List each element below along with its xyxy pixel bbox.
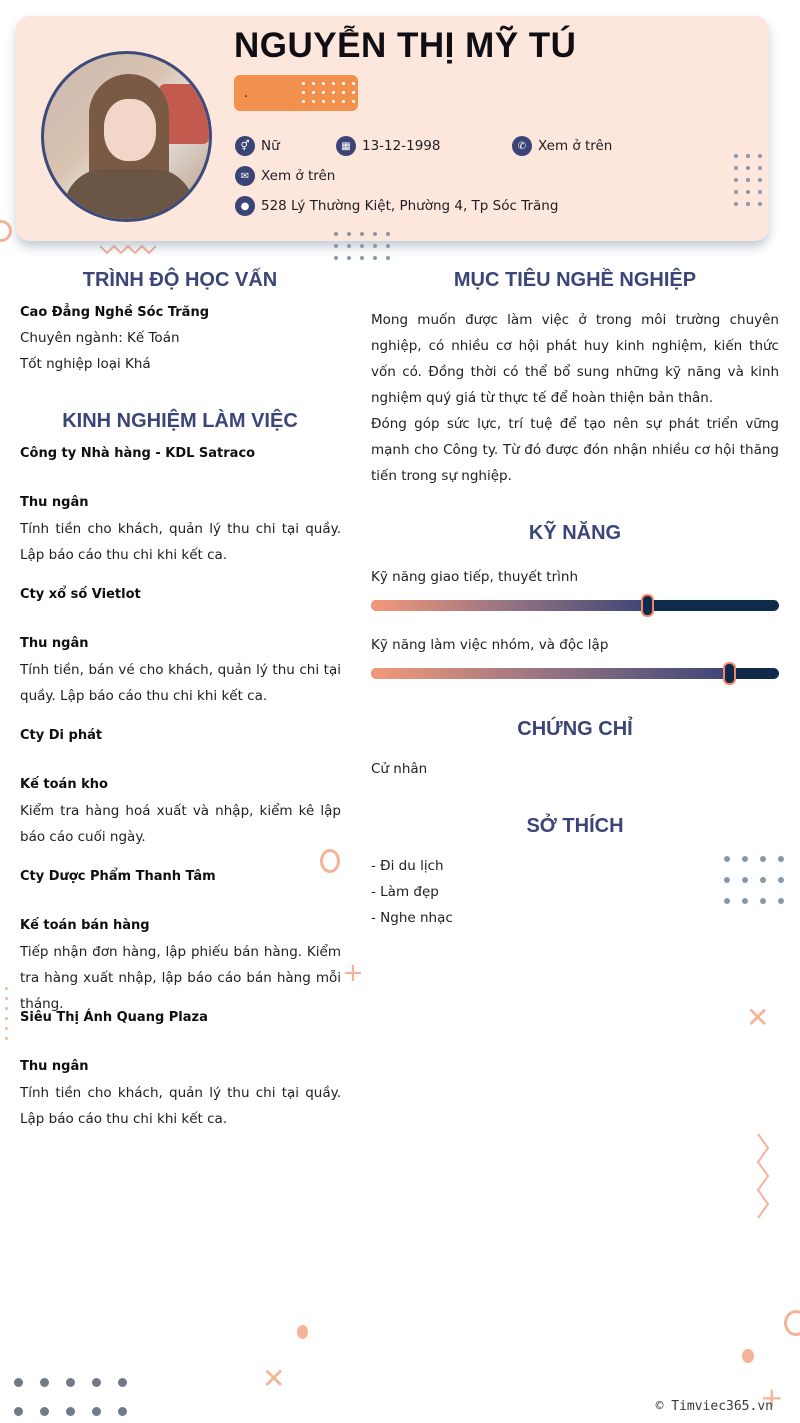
job-title: . — [244, 86, 249, 101]
skill-bar — [371, 600, 779, 611]
dots-deco-right-middle — [724, 856, 784, 908]
location-icon: ● — [235, 196, 255, 216]
objective-paragraph-2: Đóng góp sức lực, trí tuệ để tạo nên sự phát triển vững mạnh cho Công ty. Từ đó được đón nhận nhiều cơ hội thăng tiến trong sự nghiệp. — [371, 416, 779, 484]
certificate-item: Cử nhân — [371, 761, 428, 777]
zigzag-deco-right — [756, 1134, 770, 1220]
objective-paragraph-1: Mong muốn được làm việc ở trong môi trường chuyên nghiệp, có nhiều cơ hội phát huy kinh nghiệm, kiến thức vốn có. Đồng thời có thể bổ sung những kỹ năng và kinh nghiệm quý giá từ thực tế để hoàn thiện bản thân. — [371, 312, 779, 406]
phone-value: Xem ở trên — [538, 138, 613, 154]
experience-desc: Tính tiền cho khách, quản lý thu chi tại quầy. Lập báo cáo thu chi khi kết ca. — [20, 521, 341, 563]
dot-deco — [742, 1349, 754, 1363]
education-major: Chuyên ngành: Kế Toán — [20, 330, 180, 346]
education-grade: Tốt nghiệp loại Khá — [20, 356, 151, 372]
education-title: TRÌNH ĐỘ HỌC VẤN — [82, 269, 278, 291]
plus-deco: + — [342, 958, 364, 988]
certificates-title: CHỨNG CHỈ — [517, 718, 633, 740]
plus-deco: + — [760, 1381, 784, 1414]
skill-bar-fill — [371, 668, 730, 679]
experience-company: Siêu Thị Ánh Quang Plaza — [20, 1010, 208, 1025]
birthday-value: 13-12-1998 — [362, 138, 441, 154]
gender-row — [235, 136, 280, 156]
dots-deco-header-bottom — [334, 232, 394, 262]
experience-desc: Kiểm tra hàng hoá xuất và nhập, kiểm kê lập báo cáo cuối ngày. — [20, 803, 341, 845]
experience-company: Công ty Nhà hàng - KDL Satraco — [20, 446, 256, 461]
experience-company: Cty xổ số Vietlot — [20, 587, 141, 602]
experience-desc: Tính tiền, bán vé cho khách, quản lý thu chi tại quầy. Lập báo cáo thu chi khi kết ca. — [20, 662, 341, 704]
zigzag-deco-top — [100, 244, 156, 256]
candidate-name: NGUYỄN THỊ MỸ TÚ — [234, 26, 577, 65]
skill-name: Kỹ năng làm việc nhóm, và độc lập — [371, 637, 609, 653]
dot-deco — [297, 1325, 308, 1339]
objective-title: MỤC TIÊU NGHỀ NGHIỆP — [453, 269, 697, 291]
experience-title: KINH NGHIỆM LÀM VIỆC — [62, 410, 298, 432]
email-value: Xem ở trên — [261, 168, 336, 184]
education-school: Cao Đẳng Nghề Sóc Trăng — [20, 305, 210, 320]
job-title-badge — [234, 75, 358, 111]
experience-desc: Tiếp nhận đơn hàng, lập phiếu bán hàng. Kiểm tra hàng xuất nhập, lập báo cáo bán hàng mỗi tháng. — [20, 944, 341, 1012]
hobbies-title: SỞ THÍCH — [526, 815, 624, 837]
skill-bar-knob — [723, 662, 736, 685]
phone-row — [512, 136, 612, 156]
dots-deco-header-right — [734, 154, 764, 208]
footer-watermark: © Timviec365.vn — [655, 1399, 773, 1414]
skill-name: Kỹ năng giao tiếp, thuyết trình — [371, 569, 579, 585]
avatar — [41, 51, 212, 222]
ring-deco-right — [784, 1310, 800, 1336]
ring-deco — [320, 849, 340, 873]
email-row — [235, 166, 335, 186]
experience-role: Thu ngân — [20, 495, 89, 510]
skill-bar — [371, 668, 779, 679]
experience-role: Thu ngân — [20, 636, 89, 651]
skill-bar-knob — [641, 594, 654, 617]
calendar-icon: ▦ — [336, 136, 356, 156]
hobby-item: - Làm đẹp — [371, 884, 439, 900]
experience-role: Kế toán kho — [20, 777, 108, 792]
hobby-item: - Đi du lịch — [371, 858, 444, 874]
dots-pattern-icon — [302, 80, 354, 106]
hobby-item: - Nghe nhạc — [371, 910, 453, 926]
experience-company: Cty Di phát — [20, 728, 103, 743]
experience-desc: Tính tiền cho khách, quản lý thu chi tại quầy. Lập báo cáo thu chi khi kết ca. — [20, 1085, 341, 1127]
experience-role: Thu ngân — [20, 1059, 89, 1074]
address-row — [235, 196, 558, 216]
phone-icon: ✆ — [512, 136, 532, 156]
x-deco: ✕ — [746, 1001, 770, 1034]
address-value: 528 Lý Thường Kiệt, Phường 4, Tp Sóc Trăng — [261, 198, 559, 214]
dots-deco-left-edge — [5, 987, 9, 1047]
ring-deco-left — [0, 220, 12, 242]
birthday-row — [336, 136, 440, 156]
gender-icon: ⚥ — [235, 136, 255, 156]
skill-bar-fill — [371, 600, 648, 611]
skills-title: KỸ NĂNG — [528, 522, 622, 544]
experience-company: Cty Dược Phẩm Thanh Tâm — [20, 869, 216, 884]
experience-role: Kế toán bán hàng — [20, 918, 150, 933]
gender-value: Nữ — [261, 138, 280, 154]
dots-deco-bottom-left — [14, 1378, 130, 1418]
x-deco: ✕ — [262, 1362, 286, 1395]
mail-icon: ✉ — [235, 166, 255, 186]
